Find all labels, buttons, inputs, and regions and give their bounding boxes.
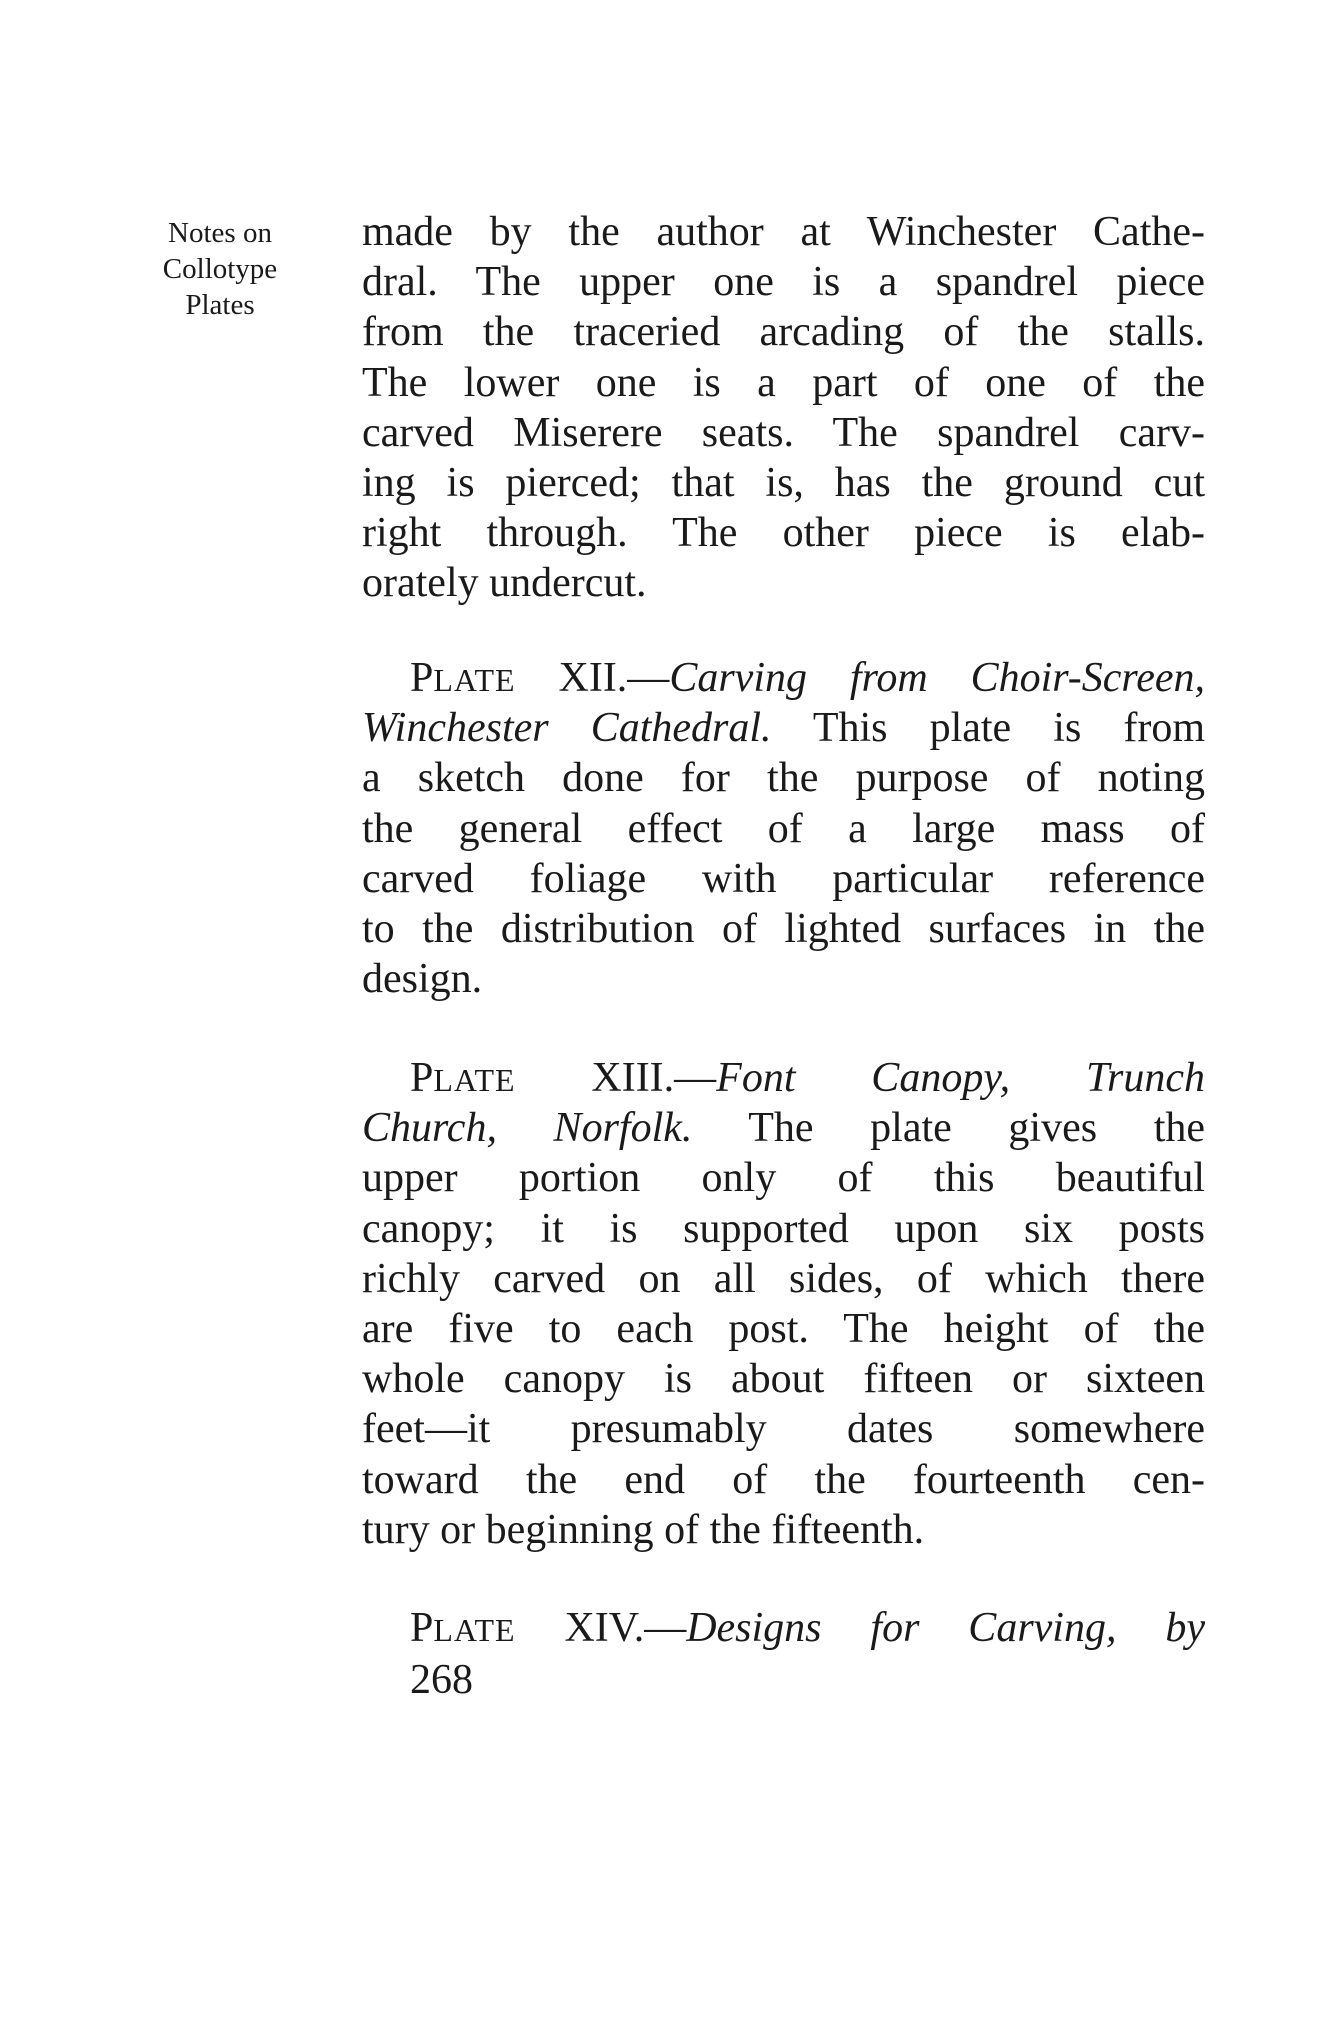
plate-label-rest: LATE [433,1612,516,1648]
text-line: are five to each post. The height of the [362,1305,1205,1352]
plate-label-initial: P [410,655,434,701]
plate-title: Winchester Cathedral. [362,705,772,752]
paragraph-plate-xiii [362,1053,1205,1555]
plate-label-initial: P [410,1605,434,1651]
text-line [362,1103,1205,1153]
page-number: 268 [410,1657,473,1703]
plate-title: Designs for Carving, by [686,1605,1206,1651]
plate-text: This plate is from [771,705,1205,752]
plate-heading [362,1053,1205,1103]
text-line: the general effect of a large mass of [362,805,1205,852]
plate-title: Church, Norfolk. [362,1105,693,1152]
text-line: design. [362,956,483,1003]
text-line: upper portion only of this beautiful [362,1155,1205,1202]
text-line: canopy; it is supported upon six posts [362,1205,1205,1252]
text-line: from the traceried arcading of the stalls. [362,309,1205,356]
plate-title: Font Canopy, Trunch [716,1055,1205,1101]
plate-heading [362,1603,1205,1653]
plate-label-initial: P [410,1055,434,1101]
plate-heading [362,653,1205,703]
plate-numeral: XII.— [558,655,670,701]
text-line: richly carved on all sides, of which there [362,1255,1205,1302]
plate-numeral: XIV.— [564,1605,687,1651]
paragraph-plate-xiv [362,1603,1205,1653]
text-line: right through. The other piece is elab- [362,510,1205,557]
margin-note-line: Plates [185,289,255,321]
text-line: tury or beginning of the fifteenth. [362,1506,925,1553]
plate-numeral: XIII.— [591,1055,717,1101]
plate-text: The plate gives the [692,1105,1206,1152]
text-line: The lower one is a part of one of the [362,359,1205,406]
plate-title: Carving from Choir-Screen, [669,655,1206,701]
plate-label-rest: LATE [433,1062,516,1098]
text-line: feet—it presumably dates somewhere [362,1406,1205,1453]
text-line: orately undercut. [362,560,647,607]
text-line: carved foliage with particular reference [362,855,1205,902]
margin-note [150,215,290,323]
margin-note-line: Notes on [168,217,272,249]
text-line: ing is pierced; that is, has the ground cut [362,459,1205,506]
text-line: dral. The upper one is a spandrel piece [362,259,1205,306]
text-line: carved Miserere seats. The spandrel carv- [362,409,1205,456]
plate-label-rest: LATE [433,662,516,698]
margin-note-line: Collotype [162,253,278,285]
text-line: to the distribution of lighted surfaces in the [362,905,1205,952]
text-line: toward the end of the fourteenth cen- [362,1456,1205,1503]
text-line [362,703,1205,753]
paragraph-plate-xii [362,653,1205,1004]
text-line: made by the author at Winchester Cathe- [362,209,1205,255]
paragraph-winchester-stalls [362,207,1205,609]
text-line: a sketch done for the purpose of noting [362,755,1205,802]
text-line: whole canopy is about fifteen or sixteen [362,1356,1205,1403]
